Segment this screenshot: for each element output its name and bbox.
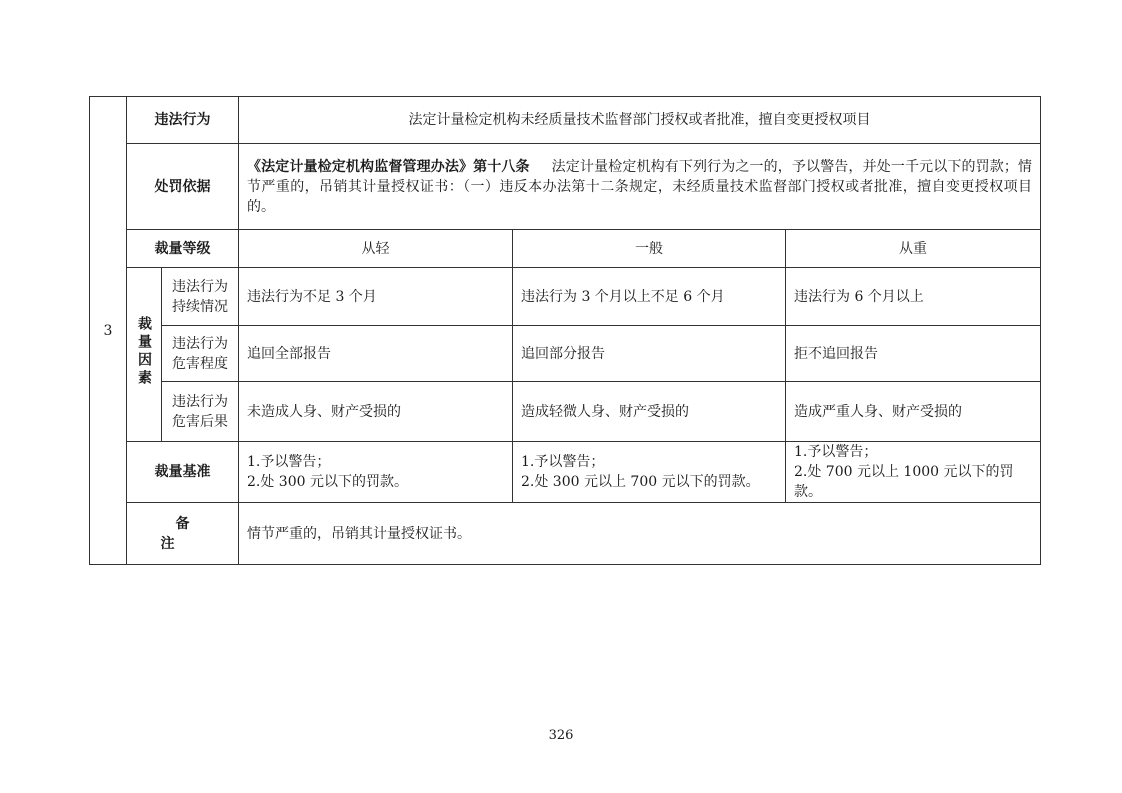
basis-row [90,144,1041,230]
page-number: 326 [548,728,574,743]
basis-value [239,144,1041,230]
factor-row [90,326,1041,382]
standard-line: 2.处 300 元以上 700 元以下的罚款。 [521,474,760,490]
remarks-label-cell [127,503,239,565]
factor-name-line: 违法行为 [172,393,228,410]
standard-value-cell [239,442,513,503]
factor-name-cell [162,382,239,442]
standard-label: 裁量基准 [127,442,239,503]
factor-name-line: 违法行为 [172,335,228,352]
standard-line: 1.予以警告； [794,444,878,460]
penalty-discretion-table [89,96,1041,565]
factor-value-cell: 未造成人身、财产受损的 [239,382,513,442]
factor-value-cell: 追回部分报告 [513,326,786,382]
basis-label: 处罚依据 [127,144,239,230]
standard-row [90,442,1041,503]
factor-row [90,382,1041,442]
factor-value-cell: 拒不追回报告 [786,326,1041,382]
factor-value-cell: 违法行为 6 个月以上 [786,268,1041,326]
factor-value-cell: 造成严重人身、财产受损的 [786,382,1041,442]
grade-normal: 一般 [513,230,786,268]
standard-line: 2.处 300 元以下的罚款。 [247,474,408,490]
grade-severe: 从重 [786,230,1041,268]
standard-value-cell [513,442,786,503]
factor-value-cell: 造成轻微人身、财产受损的 [513,382,786,442]
factor-value-cell: 追回全部报告 [239,326,513,382]
grade-lenient: 从轻 [239,230,513,268]
remarks-label: 备注 [160,515,220,552]
factors-label-cell [127,268,162,442]
factors-label: 裁量因素 [136,315,152,388]
basis-text: 法定计量检定机构有下列行为之一的，予以警告，并处一千元以下的罚款；情节严重的，吊销其计量授权证书：（一）违反本办法第十二条规定，未经质量技术监督部门授权或者批准，擅自变更授权项目的。 [247,158,1033,215]
row-number-cell: 3 [90,97,127,565]
violation-value: 法定计量检定机构未经质量技术监督部门授权或者批准，擅自变更授权项目 [239,97,1041,144]
factor-value-cell: 违法行为 3 个月以上不足 6 个月 [513,268,786,326]
factor-name-line: 危害后果 [172,413,228,430]
basis-reference: 《法定计量检定机构监督管理办法》第十八条 [247,158,530,175]
standard-line: 1.予以警告； [247,454,331,470]
factor-name-line: 危害程度 [172,355,228,372]
factor-name-line: 违法行为 [172,278,228,295]
remarks-value: 情节严重的，吊销其计量授权证书。 [239,503,1041,565]
standard-value-cell [786,442,1041,503]
factor-name-line: 持续情况 [172,298,228,315]
remarks-row [90,503,1041,565]
violation-label: 违法行为 [127,97,239,144]
standard-line: 2.处 700 元以上 1000 元以下的罚款。 [794,464,1014,500]
factor-row [90,268,1041,326]
factor-name-cell [162,268,239,326]
violation-row [90,97,1041,144]
factor-value-cell: 违法行为不足 3 个月 [239,268,513,326]
standard-line: 1.予以警告； [521,454,605,470]
grades-label: 裁量等级 [127,230,239,268]
grades-row [90,230,1041,268]
factor-name-cell [162,326,239,382]
